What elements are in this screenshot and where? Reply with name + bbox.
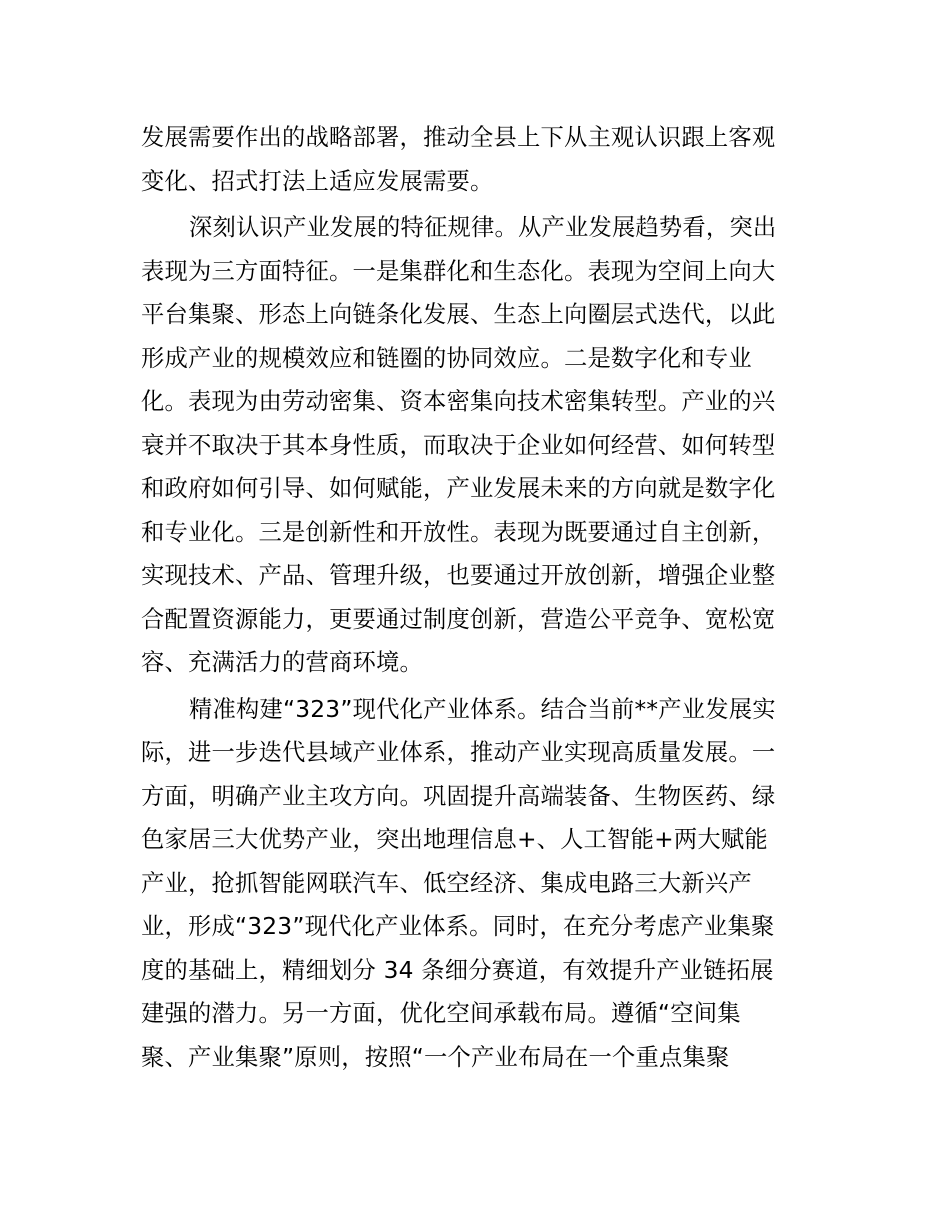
text-line: 聚、产业集聚”原则，按照“一个产业布局在一个重点集聚 <box>141 1043 730 1071</box>
text-line: 度的基础上，精细划分 34 条细分赛道，有效提升产业链拓展 <box>141 956 774 984</box>
text-line: 衰并不取决于其本身性质，而取决于企业如何经营、如何转型 <box>141 431 776 459</box>
text-line: 建强的潜力。另一方面，优化空间承载布局。遵循“空间集 <box>141 1000 741 1027</box>
text-line: 际，进一步迭代县域产业体系，推动产业实现高质量发展。一 <box>141 739 776 766</box>
paragraph-continuation <box>141 116 811 203</box>
text-line: 和专业化。三是创新性和开放性。表现为既要通过自主创新， <box>141 518 776 546</box>
text-line: 平台集聚、形态上向链条化发展、生态上向圈层式迭代，以此 <box>141 301 776 328</box>
text-line: 产业，抢抓智能网联汽车、低空经济、集成电路三大新兴产 <box>141 869 752 897</box>
text-line: 业，形成“323”现代化产业体系。同时，在充分考虑产业集聚 <box>141 913 775 940</box>
document-body <box>141 116 811 1079</box>
paragraph-industry-system <box>141 688 811 1080</box>
text-line: 容、充满活力的营商环境。 <box>141 649 423 676</box>
text-line: 精准构建“323”现代化产业体系。结合当前**产业发展实 <box>189 695 776 723</box>
paragraph-industry-characteristics <box>141 206 811 685</box>
text-line: 表现为三方面特征。一是集群化和生态化。表现为空间上向大 <box>141 257 776 285</box>
text-line: 方面，明确产业主攻方向。巩固提升高端装备、生物医药、绿 <box>141 782 776 810</box>
text-line: 变化、招式打法上适应发展需要。 <box>141 167 494 195</box>
text-line: 形成产业的规模效应和链圈的协同效应。二是数字化和专业 <box>141 344 752 372</box>
text-line: 发展需要作出的战略部署，推动全县上下从主观认识跟上客观 <box>141 124 776 151</box>
text-line: 实现技术、产品、管理升级，也要通过开放创新，增强企业整 <box>141 562 776 589</box>
text-line: 化。表现为由劳动密集、资本密集向技术密集转型。产业的兴 <box>141 388 776 415</box>
text-line: 色家居三大优势产业，突出地理信息+、人工智能+两大赋能 <box>141 826 768 853</box>
text-line: 合配置资源能力，更要通过制度创新，营造公平竞争、宽松宽 <box>141 605 776 633</box>
text-line: 深刻认识产业发展的特征规律。从产业发展趋势看，突出 <box>189 214 777 241</box>
text-line: 和政府如何引导、如何赋能，产业发展未来的方向就是数字化 <box>141 475 776 502</box>
